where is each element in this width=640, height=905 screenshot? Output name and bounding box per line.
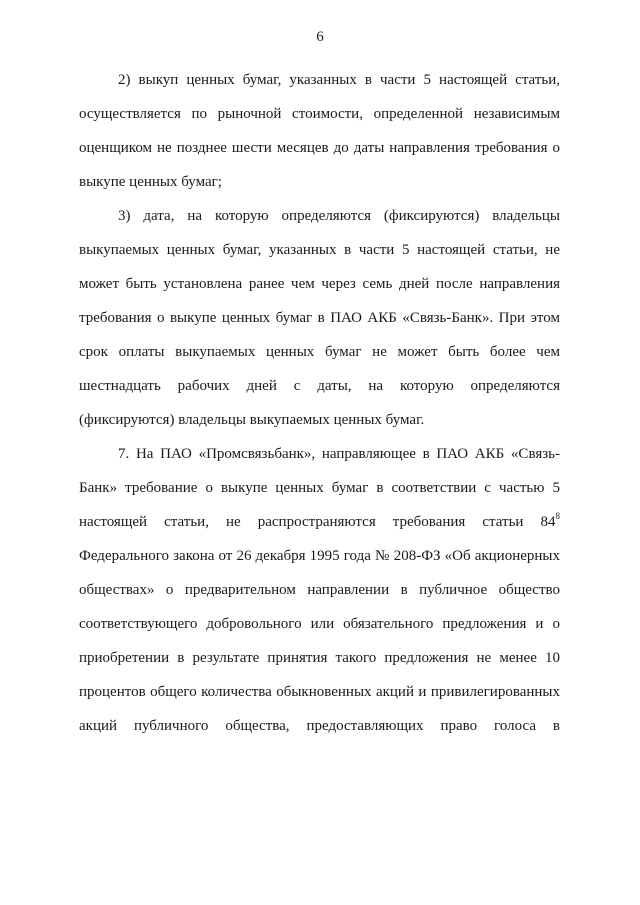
page-number: 6 <box>316 29 324 45</box>
paragraph-7-continuation: Федерального закона от 26 декабря 1995 года № 208-ФЗ «Об акционерных обществах» о предварительном направлении в публичное общество соответствующего добровольного или обязательного предложения и о приобретении в результате принятия такого предложения не менее 10 процентов общего количества обыкновенных акций и привилегированных акций публичного общества, предоставляющих право голоса в <box>79 548 560 734</box>
paragraph-item-2: 2) выкуп ценных бумаг, указанных в части 5 настоящей статьи, осуществляется по рыночной стоимости, определенной независимым оценщиком не позднее шести месяцев до даты направления требования о выкупе ценных бумаг; <box>79 72 560 190</box>
article-superscript: 8 <box>555 511 560 521</box>
paragraph-item-3: 3) дата, на которую определяются (фиксируются) владельцы выкупаемых ценных бумаг, указанных в части 5 настоящей статьи, не может быть установлена ранее чем через семь дней после направления требования о выкупе ценных бумаг в ПАО АКБ «Связь-Банк». При этом срок оплаты выкупаемых ценных бумаг не может быть более чем шестнадцать рабочих дней с даты, на которую определяются (фиксируются) владельцы выкупаемых ценных бумаг. <box>79 208 560 428</box>
paragraph-7-text: 7. На ПАО «Промсвязьбанк», направляющее в ПАО АКБ «Связь-Банк» требование о выкупе ценных бумаг в соответствии с частью 5 настоящей статьи, не распространяются требования статьи 84 <box>79 446 560 530</box>
document-body <box>79 63 560 743</box>
paragraph-item-7 <box>79 437 560 743</box>
